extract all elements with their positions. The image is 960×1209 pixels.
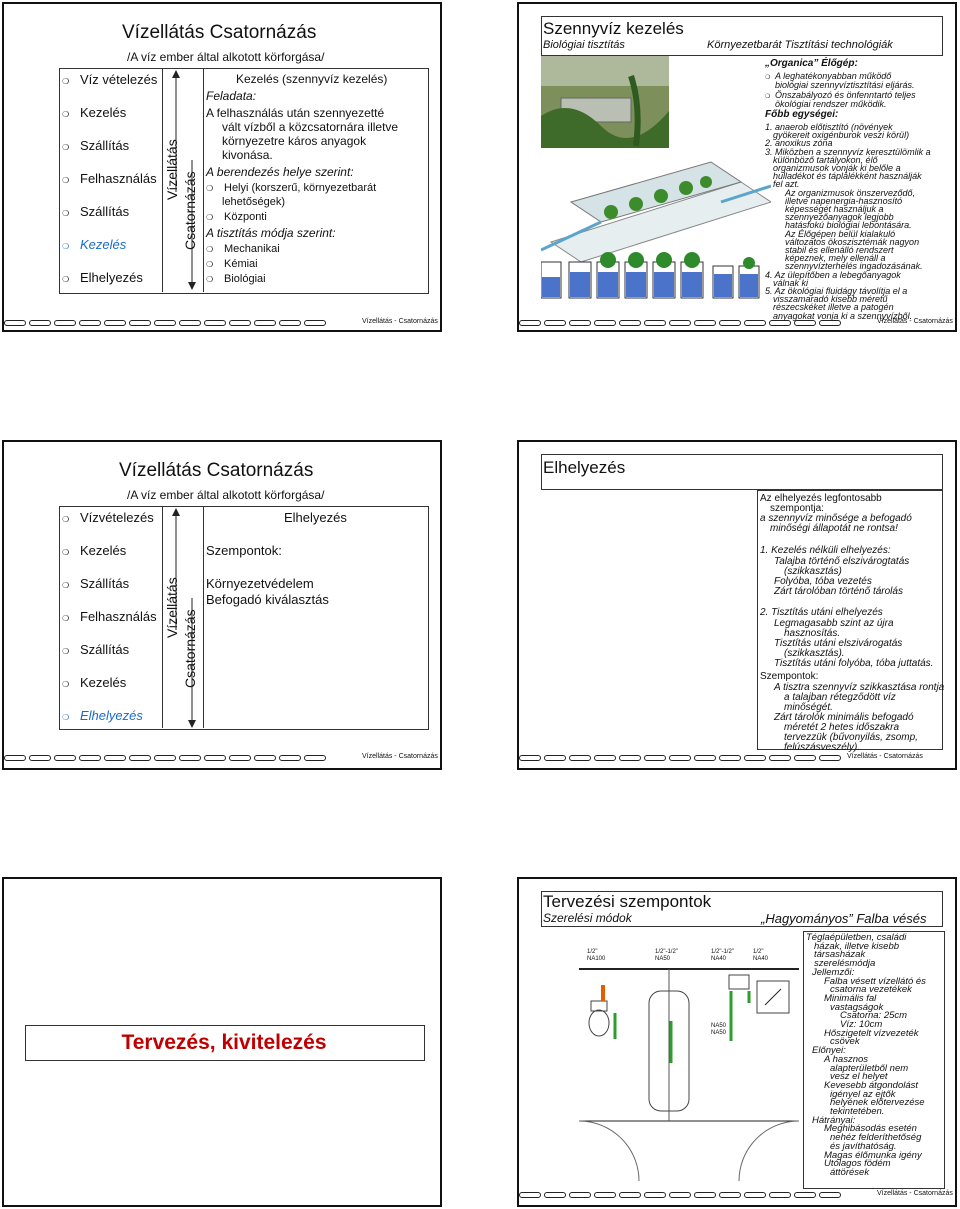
text-line: kivonása. xyxy=(222,148,273,162)
text-line: vált vízből a közcsatornára illetve xyxy=(222,120,399,134)
content-heading: Kezelés (szennyvíz kezelés) xyxy=(236,72,388,86)
vertical-label-sewerage: Csatornázás xyxy=(182,171,198,250)
text-line: ökológiai rendszer működik. xyxy=(775,99,887,109)
slide-4 xyxy=(517,440,957,770)
pipe-chain-decoration xyxy=(519,1190,879,1199)
text-line: hatásfokú biológiai lebontására. xyxy=(785,220,912,231)
text-line: Az elhelyezés legfontosabb xyxy=(760,493,882,504)
cycle-arrow-icon xyxy=(169,508,183,732)
vertical-label-water-supply: Vízellátás xyxy=(164,139,180,200)
text-line: tekintetében. xyxy=(830,1106,885,1117)
text-line: Tisztítás utáni folyóba, tóba juttatás. xyxy=(774,658,934,669)
text-line: a szennyvíz minősége a befogadó xyxy=(760,513,912,524)
text-line: Jellemzői: xyxy=(812,966,855,978)
text-line: házak, illetve kisebb xyxy=(814,940,900,952)
text-line: fel azt. xyxy=(773,179,800,190)
text-line: Talajba történő elszivárogtatás xyxy=(774,556,910,567)
list-item: ❍ Vízvételezés xyxy=(62,510,154,525)
text-line: alapterületből nem xyxy=(830,1062,909,1074)
text-line: lehetőségek) xyxy=(222,196,285,208)
text-line: Magas élőmunka igény xyxy=(824,1149,922,1161)
text-line: felúszásveszély). xyxy=(784,742,861,753)
text-line: nehéz felderíthetőség xyxy=(830,1132,922,1144)
points-label: Szempontok: xyxy=(206,543,282,558)
text-line: Környezetvédelem xyxy=(206,576,314,591)
list-item: ❍ Felhasználás xyxy=(62,171,157,186)
organica-heading: „Organica” Élőgép: xyxy=(765,58,858,69)
list-item-active: ❍ Elhelyezés xyxy=(62,708,143,723)
slide-1 xyxy=(2,2,442,332)
list-item: ❍ Mechanikai xyxy=(206,243,280,255)
text-line: 1. Kezelés nélküli elhelyezés: xyxy=(760,545,891,556)
bullet-icon: ❍ xyxy=(206,213,214,222)
text-line: 4. Az ülepítőben a lebegőanyagok xyxy=(765,269,901,280)
text-line: Téglaépületben, családi xyxy=(806,932,907,943)
text-line: áttörések xyxy=(830,1166,870,1178)
text-line: visszamaradó kisebb méretű xyxy=(773,294,888,305)
bullet-icon: ❍ xyxy=(206,275,214,284)
text-line: Meghibásodás esetén xyxy=(824,1123,917,1135)
text-line: hasznosítás. xyxy=(784,628,841,639)
text-line: csövek xyxy=(830,1036,860,1048)
bullet-icon: ❍ xyxy=(62,143,70,152)
slide-title: Szennyvíz kezelés xyxy=(543,19,684,38)
slide-6 xyxy=(517,877,957,1207)
text-line: Minimális fal xyxy=(824,992,877,1004)
text-line: képességét használjuk a xyxy=(785,204,884,214)
pipe-label: NA100 xyxy=(587,956,606,962)
text-line: biológiai szennyvíztisztítási eljárás. xyxy=(775,80,915,90)
text-line: helyének előtervezése xyxy=(830,1097,925,1109)
text-line: Víz: 10cm xyxy=(840,1019,883,1030)
text-line: részecskéket illetve a patogén xyxy=(773,302,894,313)
text-line: Zárt tárolóban történő tárolás xyxy=(774,586,903,597)
bullet-icon: ❍ xyxy=(206,184,214,193)
list-item-active: ❍ Kezelés xyxy=(62,237,127,252)
list-item: ❍ Önszabályozó és önfenntartó teljes xyxy=(765,90,916,100)
cycle-arrow-icon xyxy=(185,70,199,294)
right-title: „Hagyományos” Falba vésés xyxy=(761,911,927,926)
text-line: szerelésmódja xyxy=(814,958,876,970)
list-item: ❍ Kezelés xyxy=(62,675,127,690)
bullet-icon: ❍ xyxy=(62,176,70,185)
text-line: hulladékot és táplálékként használják xyxy=(773,171,922,182)
text-line: társasházak xyxy=(814,949,866,961)
greenhouse-photo xyxy=(541,56,669,148)
list-item: ❍ Kezelés xyxy=(62,105,127,120)
pipe-label: NA40 xyxy=(753,956,769,962)
task-label: Feladata: xyxy=(206,89,257,103)
slide-title: Elhelyezés xyxy=(543,458,626,477)
slide-subtitle: Biológiai tisztítás xyxy=(543,39,625,51)
text-line: szennyezőanyagok legjobb xyxy=(785,212,894,223)
text-line: minőségi állapotát ne rontsa! xyxy=(770,523,898,534)
pipe-chain-decoration xyxy=(4,753,364,762)
text-line: tervezzük (bűvonyilás, zsomp, xyxy=(784,732,918,743)
bullet-icon: ❍ xyxy=(62,275,70,284)
text-line: 1. anaerob előtisztító (növények xyxy=(765,122,893,132)
text-line: Legmagasabb szint az újra xyxy=(774,618,894,629)
slide-subtitle: /A víz ember által alkotott körforgása/ xyxy=(127,488,325,502)
list-item: ❍ Felhasználás xyxy=(62,609,157,624)
footer: Vízellátás - Csatornázás xyxy=(362,318,438,325)
text-line: 5. Az ökológiai fluidágy távolítja el a xyxy=(765,286,908,296)
slide-2 xyxy=(517,2,957,332)
text-line: illetve napenergia-hasznosító xyxy=(785,195,903,206)
text-line: Szempontok: xyxy=(760,671,819,682)
pipe-size-labels xyxy=(579,931,799,1036)
slide-subtitle: Szerelési módok xyxy=(543,911,632,925)
text-line: Hátrányai: xyxy=(812,1114,856,1126)
slide-right-subtitle: Környezetbarát Tisztítási technológiák xyxy=(707,39,893,51)
text-line: válnak ki xyxy=(773,277,809,288)
slide-title: Tervezés, kivitelezés xyxy=(121,1031,327,1054)
text-line: környezetre káros anyagok xyxy=(222,134,367,148)
text-line: anyagokat vonja ki a szennyvízből. xyxy=(773,310,913,321)
cycle-arrow-icon xyxy=(185,508,199,732)
pipe-label: 1/2"-1/2" xyxy=(655,949,678,955)
text-line: Az Élőgépen belül kialakuló xyxy=(785,228,896,239)
slide-title: Tervezési szempontok xyxy=(543,892,712,911)
vertical-label-sewerage: Csatornázás xyxy=(182,609,198,688)
text-line: Zárt tárolók minimális befogadó xyxy=(774,712,914,723)
text-line: és javíthatóság. xyxy=(830,1140,897,1152)
text-line: Hőszigetelt vízvezeték xyxy=(824,1027,919,1039)
living-machine-diagram xyxy=(541,142,771,312)
text-line: 2. Tisztítás utáni elhelyezés xyxy=(760,607,883,618)
text-line: A felhasználás után szennyezetté xyxy=(206,106,385,120)
text-line: minőségét. xyxy=(784,702,833,713)
text-line: 2. anoxikus zóna xyxy=(765,138,833,149)
bullet-icon: ❍ xyxy=(206,245,214,254)
pipe-label: 1/2"-1/2" xyxy=(711,949,734,955)
footer: Vízellátás - Csatornázás xyxy=(877,1190,953,1197)
text-line: a talajban rétegződött víz xyxy=(784,692,896,703)
text-line: Tisztítás utáni elszivárogatás xyxy=(774,638,903,649)
section-label: A tisztítás módja szerint: xyxy=(206,226,336,240)
bullet-icon: ❍ xyxy=(206,260,214,269)
list-item: ❍ Kezelés xyxy=(62,543,127,558)
footer: Vízellátás - Csatornázás xyxy=(847,753,923,760)
section-label: A berendezés helye szerint: xyxy=(206,165,354,179)
text-line: Csatorna: 25cm xyxy=(840,1010,908,1022)
list-item: ❍ Központi xyxy=(206,211,267,223)
text-line: szempontja: xyxy=(770,503,824,514)
text-line: stabil és ellenálló rendszert xyxy=(785,245,894,255)
units-heading: Főbb egységei: xyxy=(765,109,839,120)
list-item: ❍ Kémiai xyxy=(206,258,258,270)
text-line: Utólagos födém xyxy=(824,1158,891,1170)
pipe-chain-decoration xyxy=(519,318,879,327)
text-line: képeznek, mely ellenáll a xyxy=(785,253,886,264)
list-item: ❍ Víz vételezés xyxy=(62,72,158,87)
list-item: ❍ Szállítás xyxy=(62,204,130,219)
text-line: A tisztra szennyvíz szikkasztása rontja xyxy=(774,682,945,693)
pipe-label: 1/2" xyxy=(753,949,764,955)
slide-title: Vízellátás Csatornázás xyxy=(122,22,317,43)
pipe-label: NA50 xyxy=(711,1030,727,1036)
slide-subtitle: /A víz ember által alkotott körforgása/ xyxy=(127,50,325,64)
text-line: méretét 2 hetes időszakra xyxy=(784,722,900,733)
list-item: ❍ Helyi (korszerű, környezetbarát xyxy=(206,182,377,194)
text-line: Folyóba, tóba vezetés xyxy=(774,576,872,587)
text-line: vesz el helyet xyxy=(830,1071,888,1083)
pipe-label: NA50 xyxy=(655,956,671,962)
pipe-label: 1/2" xyxy=(587,949,598,955)
text-line: A hasznos xyxy=(824,1053,869,1065)
slide-5 xyxy=(2,877,442,1207)
cycle-arrow-icon xyxy=(169,70,183,294)
vertical-label-water-supply: Vízellátás xyxy=(164,577,180,638)
list-item: ❍ Elhelyezés xyxy=(62,270,143,285)
bullet-icon: ❍ xyxy=(62,77,70,86)
list-item: ❍ Szállítás xyxy=(62,576,130,591)
content-heading: Elhelyezés xyxy=(284,510,347,525)
slide-title: Vízellátás Csatornázás xyxy=(119,460,314,481)
pipe-chain-decoration xyxy=(4,318,364,327)
text-line: gyökereit oxigénburok veszi körül) xyxy=(773,130,910,141)
pipe-chain-decoration xyxy=(519,753,879,762)
bullet-icon: ❍ xyxy=(62,110,70,119)
text-line: (szikkasztás) xyxy=(784,566,842,577)
text-line: (szikkasztás). xyxy=(784,648,845,659)
text-line: Befogadó kiválasztás xyxy=(206,592,329,607)
text-line: Az organizmusok önszerveződő, xyxy=(785,187,916,198)
slide-3 xyxy=(2,440,442,770)
footer: Vízellátás - Csatornázás xyxy=(362,753,438,760)
text-line: csatorna vezetékek xyxy=(830,984,912,996)
text-line: vastagságok xyxy=(830,1001,884,1013)
list-item: ❍ A leghatékonyabban működő xyxy=(765,71,892,81)
pipe-label: NA50 xyxy=(711,1023,727,1029)
pipe-label: NA40 xyxy=(711,956,727,962)
text-line: organizmusok vonják ki belőle a xyxy=(773,163,901,173)
text-line: szennyvízterhelés ingadozásának. xyxy=(785,261,923,272)
text-line: Előnyei: xyxy=(812,1045,846,1057)
text-line: különböző tartályokon, élő xyxy=(773,154,878,165)
text-line: igényel az ejtők xyxy=(830,1088,896,1100)
text-line: Falba vésett vízellátó és xyxy=(824,975,926,987)
footer: Vízellátás - Csatornázás xyxy=(877,318,953,325)
list-item: ❍ Biológiai xyxy=(206,273,266,285)
bullet-icon: ❍ xyxy=(62,242,70,251)
text-line: 3. Miközben a szennyvíz keresztülömlik a xyxy=(765,146,931,157)
bullet-icon: ❍ xyxy=(62,209,70,218)
list-item: ❍ Szállítás xyxy=(62,642,130,657)
text-line: Kevesebb átgondolást xyxy=(824,1079,919,1091)
list-item: ❍ Szállítás xyxy=(62,138,130,153)
text-line: változatos ökoszisztémák nagyon xyxy=(785,236,920,247)
